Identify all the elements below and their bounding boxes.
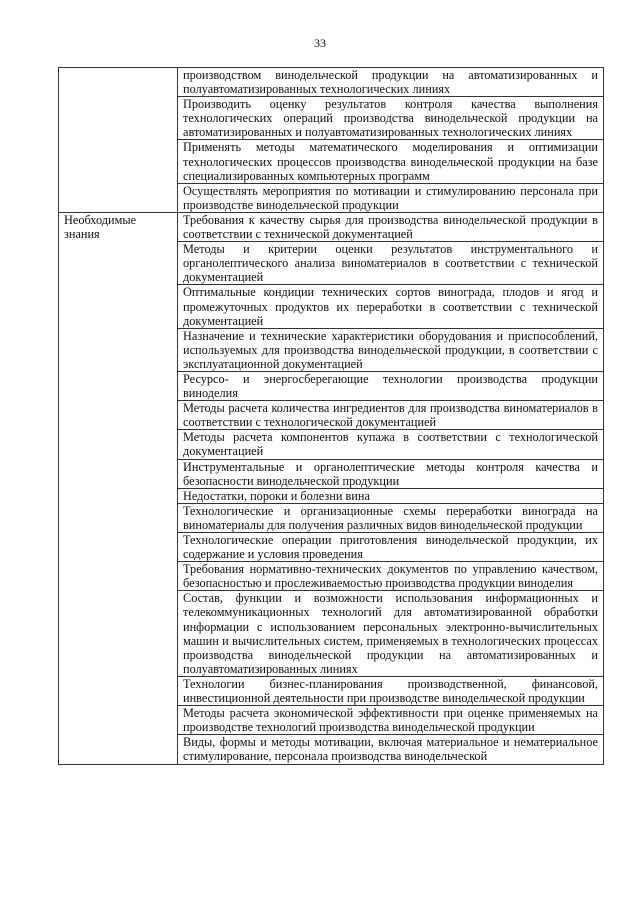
item-cell (178, 706, 604, 735)
item-text: Технологии бизнес-планирования производственной, финансовой, инвестиционной деятельности при производстве винодельческой продукции (183, 676, 598, 706)
row-label-knowledge: Необходимые знания (64, 212, 137, 242)
item-cell (178, 242, 604, 285)
item-text: Осуществлять мероприятия по мотивации и стимулированию персонала при производстве винодельческой продукции (183, 183, 598, 212)
item-cell (178, 591, 604, 677)
item-text: Технологические и организационные схемы переработки винограда на виноматериалы для получения различных видов винодельческой продукции (183, 503, 598, 532)
item-text: Недостатки, пороки и болезни вина (183, 488, 370, 503)
item-cell (178, 533, 604, 562)
item-text: Требования к качеству сырья для производства винодельческой продукции в соответствии с технической документацией (183, 212, 598, 242)
row-label-cell (59, 68, 178, 213)
item-cell (178, 285, 604, 328)
item-cell (178, 140, 604, 183)
item-cell (178, 401, 604, 430)
item-text: Применять методы математического моделирования и оптимизации технологических процессов производства винодельческой продукции на базе специализированных компьютерных программ (183, 140, 598, 183)
item-text: производством винодельческой продукции на автоматизированных и полуавтоматизированных технологических линиях (183, 68, 598, 97)
item-text: Состав, функции и возможности использования информационных и телекоммуникационных технологий для автоматизированной обработки информации с использованием персональных электронно-вычислительных машин и вычислительных систем, применяемых в технологических процессах производства винодельческой продукции на автоматизированных и полуавтоматизированных линиях (183, 591, 598, 676)
item-text: Требования нормативно-технических документов по управлению качеством, безопасностью и прослеживаемостью производства продукции виноделия (183, 562, 598, 591)
item-cell (178, 562, 604, 591)
item-text: Ресурсо- и энергосберегающие технологии производства продукции виноделия (183, 371, 598, 401)
item-text: Методы и критерии оценки результатов инструментального и органолептического анализа виноматериалов в соответствии с технической документацией (183, 242, 598, 285)
item-text: Методы расчета компонентов купажа в соответствии с технологической документацией (183, 430, 598, 459)
item-cell (178, 430, 604, 459)
item-cell (178, 183, 604, 212)
item-text: Методы расчета экономической эффективности при оценке применяемых на производстве технологий производства винодельческой продукции (183, 706, 598, 735)
item-text: Виды, формы и методы мотивации, включая материальное и нематериальное стимулирование, персонала производства винодельческой (183, 735, 598, 764)
item-cell (178, 676, 604, 705)
table-row (59, 68, 604, 97)
table-row (59, 212, 604, 241)
item-text: Оптимальные кондиции технических сортов винограда, плодов и ягод и промежуточных продуктов их переработки в соответствии с технической документацией (183, 285, 598, 328)
item-cell (178, 735, 604, 764)
requirements-table-body (59, 68, 604, 765)
row-label-cell (59, 212, 178, 764)
page-number: 33 (314, 36, 326, 50)
item-text: Назначение и технические характеристики оборудования и приспособлений, используемых для производства винодельческой продукции, в соответствии с эксплуатационной документацией (183, 328, 598, 371)
item-text: Технологические операции приготовления винодельческой продукции, их содержание и условия проведения (183, 533, 598, 562)
item-cell (178, 68, 604, 97)
item-cell (178, 328, 604, 371)
item-text: Методы расчета количества ингредиентов для производства виноматериалов в соответствии с технологической документацией (183, 401, 598, 430)
item-text: Инструментальные и органолептические методы контроля качества и безопасности винодельческой продукции (183, 459, 598, 488)
item-cell (178, 97, 604, 140)
item-cell (178, 459, 604, 488)
requirements-table (58, 67, 604, 765)
item-cell (178, 503, 604, 532)
item-cell (178, 371, 604, 400)
item-cell (178, 212, 604, 241)
item-cell (178, 488, 604, 503)
item-text: Производить оценку результатов контроля качества выполнения технологических операций производства винодельческой продукции на автоматизированных и полуавтоматизированных технологических линиях (183, 97, 598, 140)
